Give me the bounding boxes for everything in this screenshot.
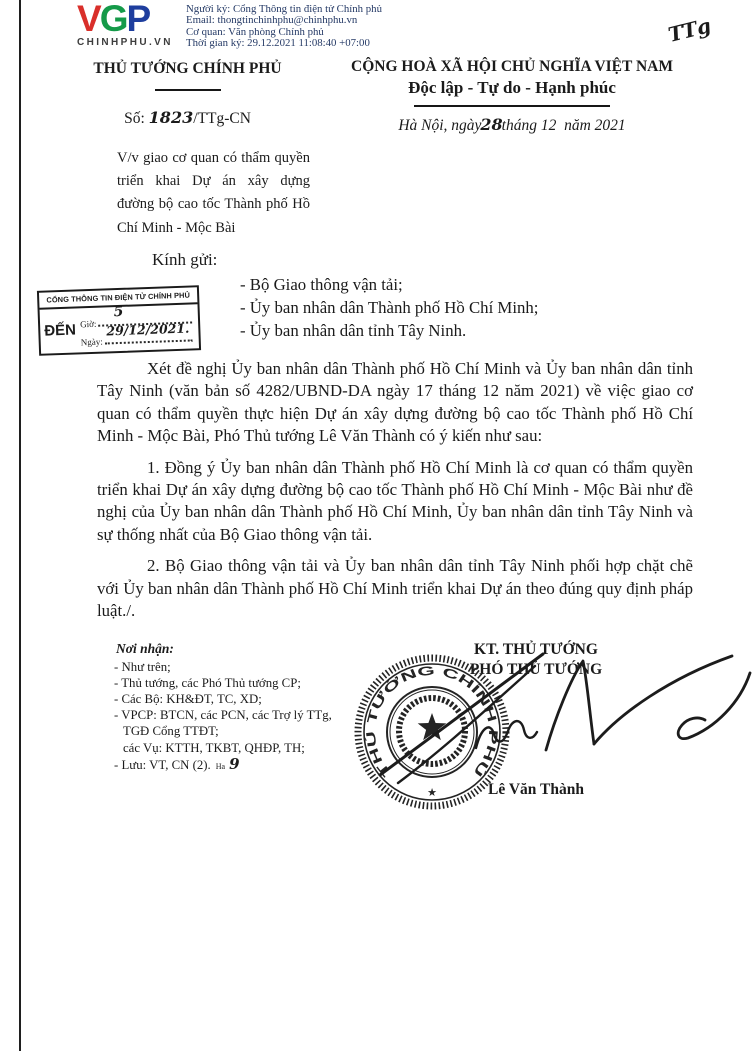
signature-agency: Cơ quan: Văn phòng Chính phủ [186, 25, 324, 38]
recipients-footer [114, 641, 332, 775]
motto-underline [414, 105, 610, 107]
issuer-name: THỦ TƯỚNG CHÍNH PHỦ [93, 60, 282, 77]
official-seal-icon [358, 658, 506, 806]
noi-nhan-line: - VPCP: BTCN, các PCN, các Trợ lý TTg, [114, 708, 332, 723]
document-number [70, 108, 305, 128]
place-date-line [347, 115, 677, 135]
noi-nhan-line: - Như trên; [114, 660, 171, 675]
logo-letter-p: P [126, 0, 150, 39]
salutation: Kính gửi: [152, 250, 218, 269]
kt-line1: KT. THỦ TƯỚNG [474, 641, 598, 658]
noi-nhan-line: TGĐ Cổng TTĐT; [123, 724, 219, 739]
logo-letter-v: V [77, 0, 100, 39]
signer-name: Lê Văn Thành [488, 781, 584, 798]
kt-line2: PHÓ THỦ TƯỚNG [469, 661, 603, 678]
body-paragraph-1: Xét đề nghị Ủy ban nhân dân Thành phố Hồ Chí Minh và Ủy ban nhân dân tỉnh Tây Ninh (văn bản số 4282/UBND-DA ngày 17 tháng 12 năm 2021) về việc giao cơ quan có thẩm quyền thực hiện Dự án xây dựng đường bộ cao tốc Thành phố Hồ Chí Minh - Mộc Bài, Phó Thủ tướng Lê Văn Thành có ý kiến như sau: [97, 359, 693, 446]
doc-number-suffix: /TTg-CN [193, 110, 251, 127]
stamp-title: CỔNG THÔNG TIN ĐIỆN TỬ CHÍNH PHỦ [39, 287, 197, 310]
document-body [97, 358, 693, 631]
recipient-item: - Bộ Giao thông vận tải; [240, 275, 403, 294]
signature-email: Email: thongtinchinhphu@chinhphu.vn [186, 14, 358, 27]
header-issuer-block [70, 60, 305, 128]
date-day-handwritten: 28 [480, 115, 503, 134]
stamp-hour-label: Giờ: [79, 318, 97, 330]
scan-edge-line [19, 0, 21, 1051]
luu-small-note: Ha [215, 761, 226, 771]
doc-number-handwritten: 1823 [148, 108, 194, 127]
luu-text: - Lưu: VT, CN (2). [114, 757, 211, 772]
seal-and-signature [350, 628, 752, 813]
national-motto-line1: CỘNG HOÀ XÃ HỘI CHỦ NGHĨA VIỆT NAM [351, 58, 673, 75]
stamp-hour-handwritten: 5 [113, 303, 125, 321]
date-prefix: Hà Nội, ngày [398, 117, 482, 134]
vgp-logo-letters [77, 0, 173, 37]
stamp-date-dots [104, 320, 193, 344]
stamp-body [40, 304, 199, 353]
header-national-block [347, 58, 677, 135]
stamp-den-label: ĐẾN [44, 321, 77, 340]
document-subject: V/v giao cơ quan có thẩm quyền triển khai Dự án xây dựng đường bộ cao tốc Thành phố Hồ Chí Minh - Mộc Bài [117, 150, 310, 236]
national-motto-line2: Độc lập - Tự do - Hạnh phúc [408, 78, 616, 97]
body-paragraph-3: 2. Bộ Giao thông vận tải và Ủy ban nhân dân tỉnh Tây Ninh phối hợp chặt chẽ với Ủy ban nhân dân Thành phố Hồ Chí Minh triển khai Dự án theo đúng quy định pháp luật./. [97, 556, 693, 621]
luu-handwritten: 9 [229, 754, 240, 773]
recipient-list [240, 273, 538, 342]
seal-text: THỦ TƯỚNG CHÍNH PHỦ [363, 664, 501, 780]
seal-bottom-star: ★ [427, 787, 437, 799]
digital-signature-info [186, 4, 382, 50]
noi-nhan-line-luu [114, 756, 332, 775]
recipient-item: - Ủy ban nhân dân Thành phố Hồ Chí Minh; [240, 298, 539, 317]
arrival-stamp [37, 285, 201, 356]
vgp-logo [77, 0, 173, 48]
noi-nhan-title: Nơi nhận: [116, 641, 174, 656]
doc-number-prefix: Số: [124, 110, 149, 127]
signature-time: Thời gian ký: 29.12.2021 11:08:40 +07:00 [186, 37, 370, 50]
stamp-date-handwritten: 29/12/2021. [106, 320, 190, 339]
logo-letter-g: G [99, 0, 127, 39]
recipient-item: - Ủy ban nhân dân tỉnh Tây Ninh. [240, 321, 467, 340]
stamp-date-label: Ngày: [80, 336, 103, 348]
noi-nhan-line: các Vụ: KTTH, TKBT, QHĐP, TH; [123, 740, 305, 755]
logo-subtext: CHINHPHU.VN [77, 37, 173, 48]
handwritten-note-top: TTg [665, 13, 714, 47]
signature-signer: Người ký: Cổng Thông tin điện tử Chính phủ [186, 3, 382, 15]
issuer-underline [155, 89, 221, 91]
date-suffix: tháng 12 năm 2021 [501, 117, 626, 134]
body-paragraph-2: 1. Đồng ý Ủy ban nhân dân Thành phố Hồ Chí Minh là cơ quan có thẩm quyền triển khai Dự án xây dựng đường bộ cao tốc Thành phố Hồ Chí Minh - Mộc Bài như đề nghị của Ủy ban nhân dân Thành phố Hồ Chí Minh, Ủy ban nhân dân tỉnh Tây Ninh và sự thống nhất của Bộ Giao thông vận tải. [97, 457, 693, 544]
noi-nhan-line: - Thủ tướng, các Phó Thủ tướng CP; [114, 676, 301, 691]
noi-nhan-line: - Các Bộ: KH&ĐT, TC, XD; [114, 692, 262, 707]
